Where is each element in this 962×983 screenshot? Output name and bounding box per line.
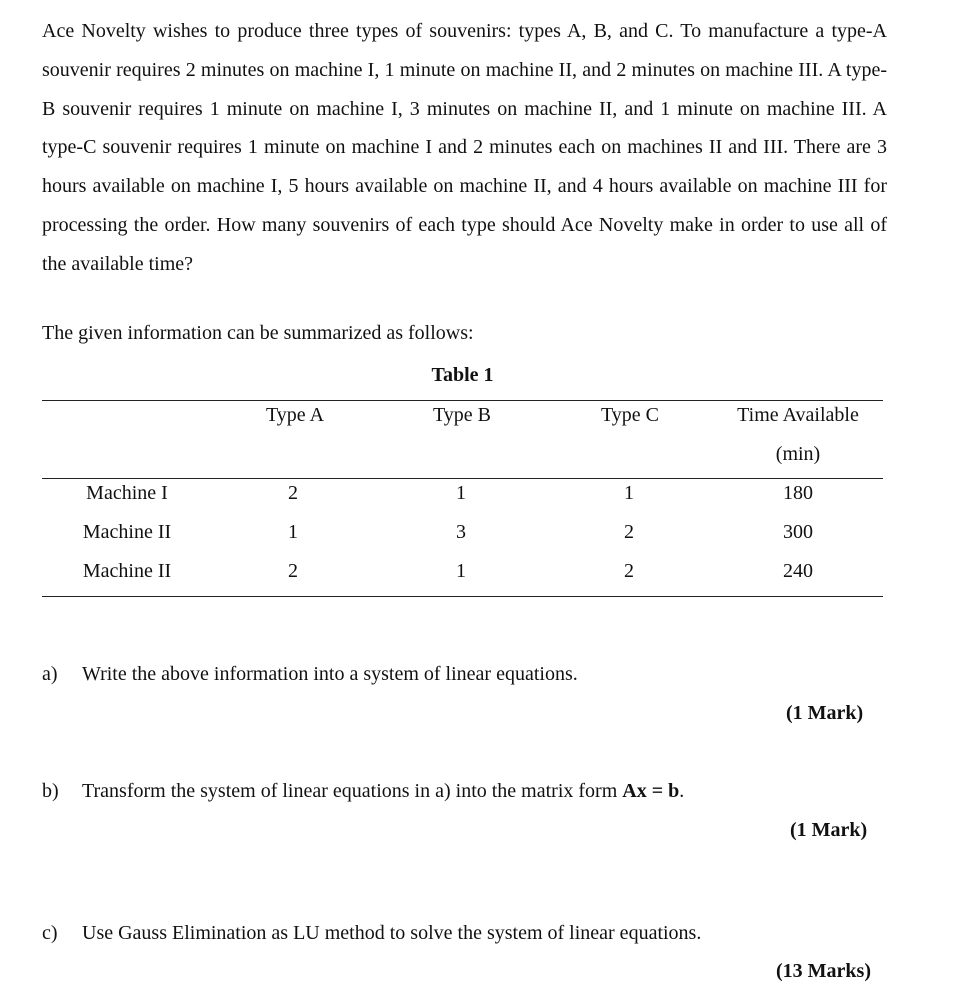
summary-intro: The given information can be summarized as follows: bbox=[42, 322, 474, 344]
header-type-b: Type B bbox=[432, 404, 492, 426]
row-type-b-value: 1 bbox=[456, 560, 466, 582]
row-time-value: 180 bbox=[783, 482, 813, 504]
question-b-text: Transform the system of linear equations in a) into the matrix form bbox=[82, 780, 623, 802]
row-machine-label: Machine I bbox=[86, 482, 168, 504]
row-time-value: 240 bbox=[783, 560, 813, 582]
question-c-text: Use Gauss Elimination as LU method to solve the system of linear equations. bbox=[82, 922, 702, 944]
question-c bbox=[42, 922, 701, 945]
question-b-period: . bbox=[679, 780, 685, 802]
header-time-unit: (min) bbox=[775, 443, 821, 465]
header-type-c: Type C bbox=[600, 404, 660, 426]
row-type-c-value: 1 bbox=[624, 482, 634, 504]
question-c-marks: (13 Marks) bbox=[776, 960, 871, 982]
question-b-marks: (1 Mark) bbox=[790, 819, 868, 841]
table-top-rule bbox=[42, 400, 883, 401]
row-type-b-value: 3 bbox=[456, 521, 466, 543]
question-b bbox=[42, 780, 684, 803]
header-type-a: Type A bbox=[265, 404, 325, 426]
row-machine-label: Machine II bbox=[82, 521, 172, 543]
question-a-marks: (1 Mark) bbox=[786, 702, 864, 724]
question-c-letter: c) bbox=[42, 922, 58, 944]
table-bottom-rule bbox=[42, 596, 883, 597]
row-type-a-value: 2 bbox=[288, 560, 298, 582]
question-b-letter: b) bbox=[42, 780, 59, 802]
row-type-b-value: 1 bbox=[456, 482, 466, 504]
question-a-text: Write the above information into a system of linear equations. bbox=[82, 663, 578, 685]
row-time-value: 300 bbox=[783, 521, 813, 543]
row-machine-label: Machine II bbox=[82, 560, 172, 582]
question-a-letter: a) bbox=[42, 663, 58, 685]
row-type-a-value: 1 bbox=[288, 521, 298, 543]
question-a bbox=[42, 663, 578, 686]
table-caption: Table 1 bbox=[431, 364, 494, 386]
matrix-formula: Ax = b bbox=[622, 780, 680, 802]
problem-paragraph: Ace Novelty wishes to produce three types of souvenirs: types A, B, and C. To manufacture a type-A souvenir requires 2 minutes on machine I, 1 minute on machine II, and 2 minutes on machine III. A type-B souvenir requires 1 minute on machine I, 3 minutes on machine II, and 1 minute on machine III. A type-C souvenir requires 1 minute on machine I and 2 minutes each on machines II and III. There are 3 hours available on machine I, 5 hours available on machine II, and 4 hours available on machine III for processing the order. How many souvenirs of each type should Ace Novelty make in order to use all of the available time? bbox=[42, 20, 887, 275]
table-header-rule bbox=[42, 478, 883, 479]
row-type-c-value: 2 bbox=[624, 521, 634, 543]
row-type-c-value: 2 bbox=[624, 560, 634, 582]
row-type-a-value: 2 bbox=[288, 482, 298, 504]
header-time-available: Time Available bbox=[737, 404, 859, 426]
